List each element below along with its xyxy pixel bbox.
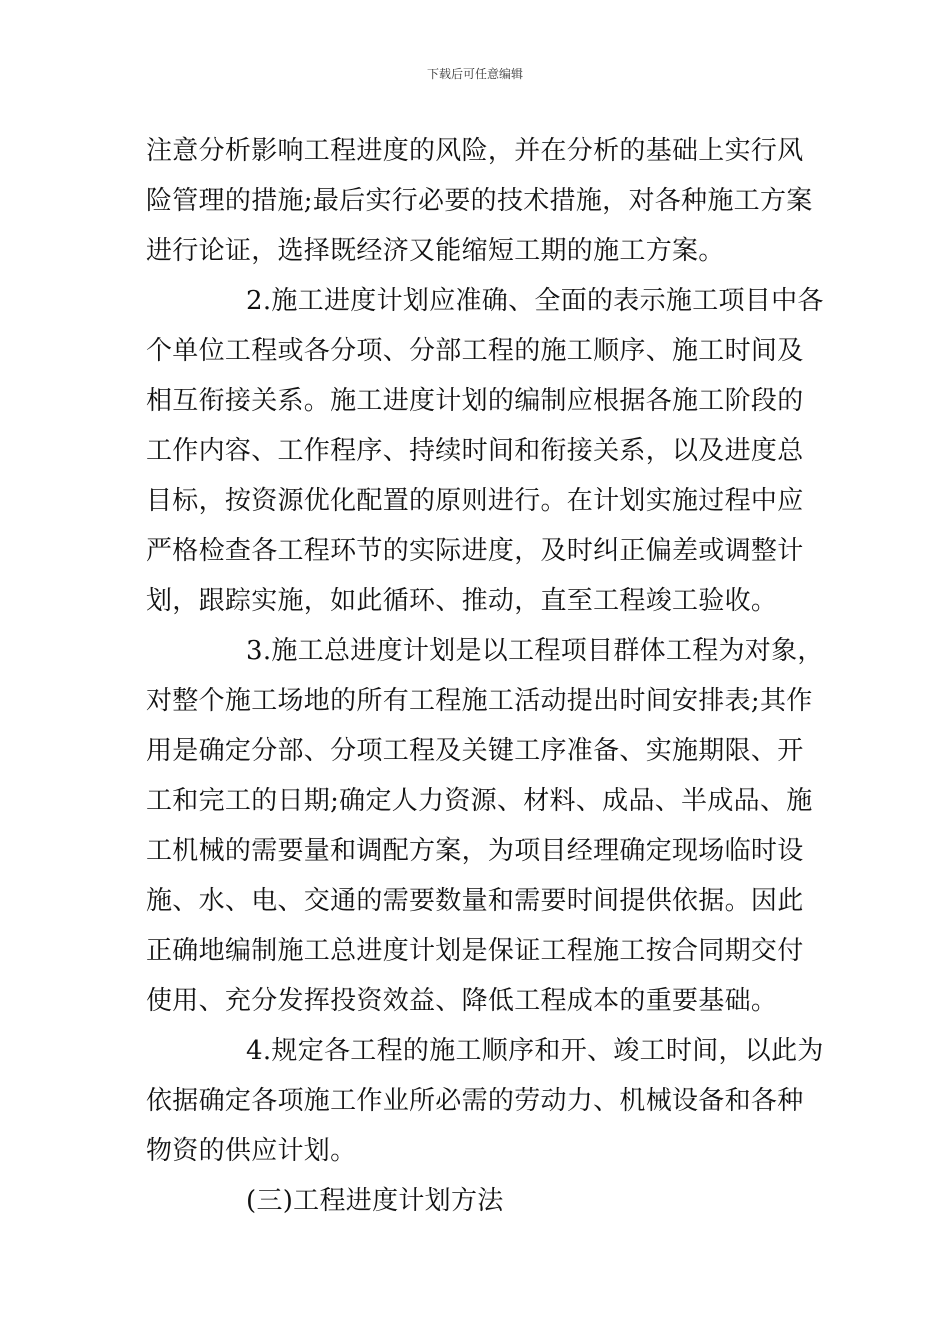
text-line: 工机械的需要量和调配方案，为项目经理确定现场临时设: [146, 836, 804, 866]
text-line: 3.施工总进度计划是以工程项目群体工程为对象，: [246, 636, 824, 666]
text-line: 正确地编制施工总进度计划是保证工程施工按合同期交付: [146, 936, 804, 966]
text-line: 依据确定各项施工作业所必需的劳动力、机械设备和各种: [146, 1086, 804, 1116]
text-line: 目标，按资源优化配置的原则进行。在计划实施过程中应: [146, 486, 804, 516]
text-line: 用是确定分部、分项工程及关键工序准备、实施期限、开: [146, 736, 804, 766]
text-line: 划，跟踪实施，如此循环、推动，直至工程竣工验收。: [146, 586, 778, 616]
text-line: 施、水、电、交通的需要数量和需要时间提供依据。因此: [146, 886, 804, 916]
paragraph-risk-measures: [146, 126, 813, 276]
paragraph-item-2: [146, 276, 824, 626]
text-line: 2.施工进度计划应准确、全面的表示施工项目中各: [246, 286, 824, 316]
section-heading-text: (三)工程进度计划方法: [246, 1186, 504, 1216]
paragraph-item-4: [146, 1026, 824, 1176]
text-line: 严格检查各工程环节的实际进度，及时纠正偏差或调整计: [146, 536, 804, 566]
text-line: 险管理的措施;最后实行必要的技术措施，对各种施工方案: [146, 186, 813, 216]
text-line: 物资的供应计划。: [146, 1136, 357, 1166]
section-heading: [146, 1176, 806, 1226]
text-line: 注意分析影响工程进度的风险，并在分析的基础上实行风: [146, 136, 804, 166]
text-line: 工作内容、工作程序、持续时间和衔接关系，以及进度总: [146, 436, 804, 466]
text-line: 进行论证，选择既经济又能缩短工期的施工方案。: [146, 236, 725, 266]
text-line: 个单位工程或各分项、分部工程的施工顺序、施工时间及: [146, 336, 804, 366]
text-line: 相互衔接关系。施工进度计划的编制应根据各施工阶段的: [146, 386, 804, 416]
text-line: 使用、充分发挥投资效益、降低工程成本的重要基础。: [146, 986, 778, 1016]
text-line: 对整个施工场地的所有工程施工活动提出时间安排表;其作: [146, 686, 813, 716]
document-body: [146, 126, 824, 1226]
text-line: 4.规定各工程的施工顺序和开、竣工时间，以此为: [246, 1036, 824, 1066]
page-header: 下载后可任意编辑: [426, 67, 523, 81]
text-line: 工和完工的日期;确定人力资源、材料、成品、半成品、施: [146, 786, 813, 816]
paragraph-item-3: [146, 626, 824, 1026]
